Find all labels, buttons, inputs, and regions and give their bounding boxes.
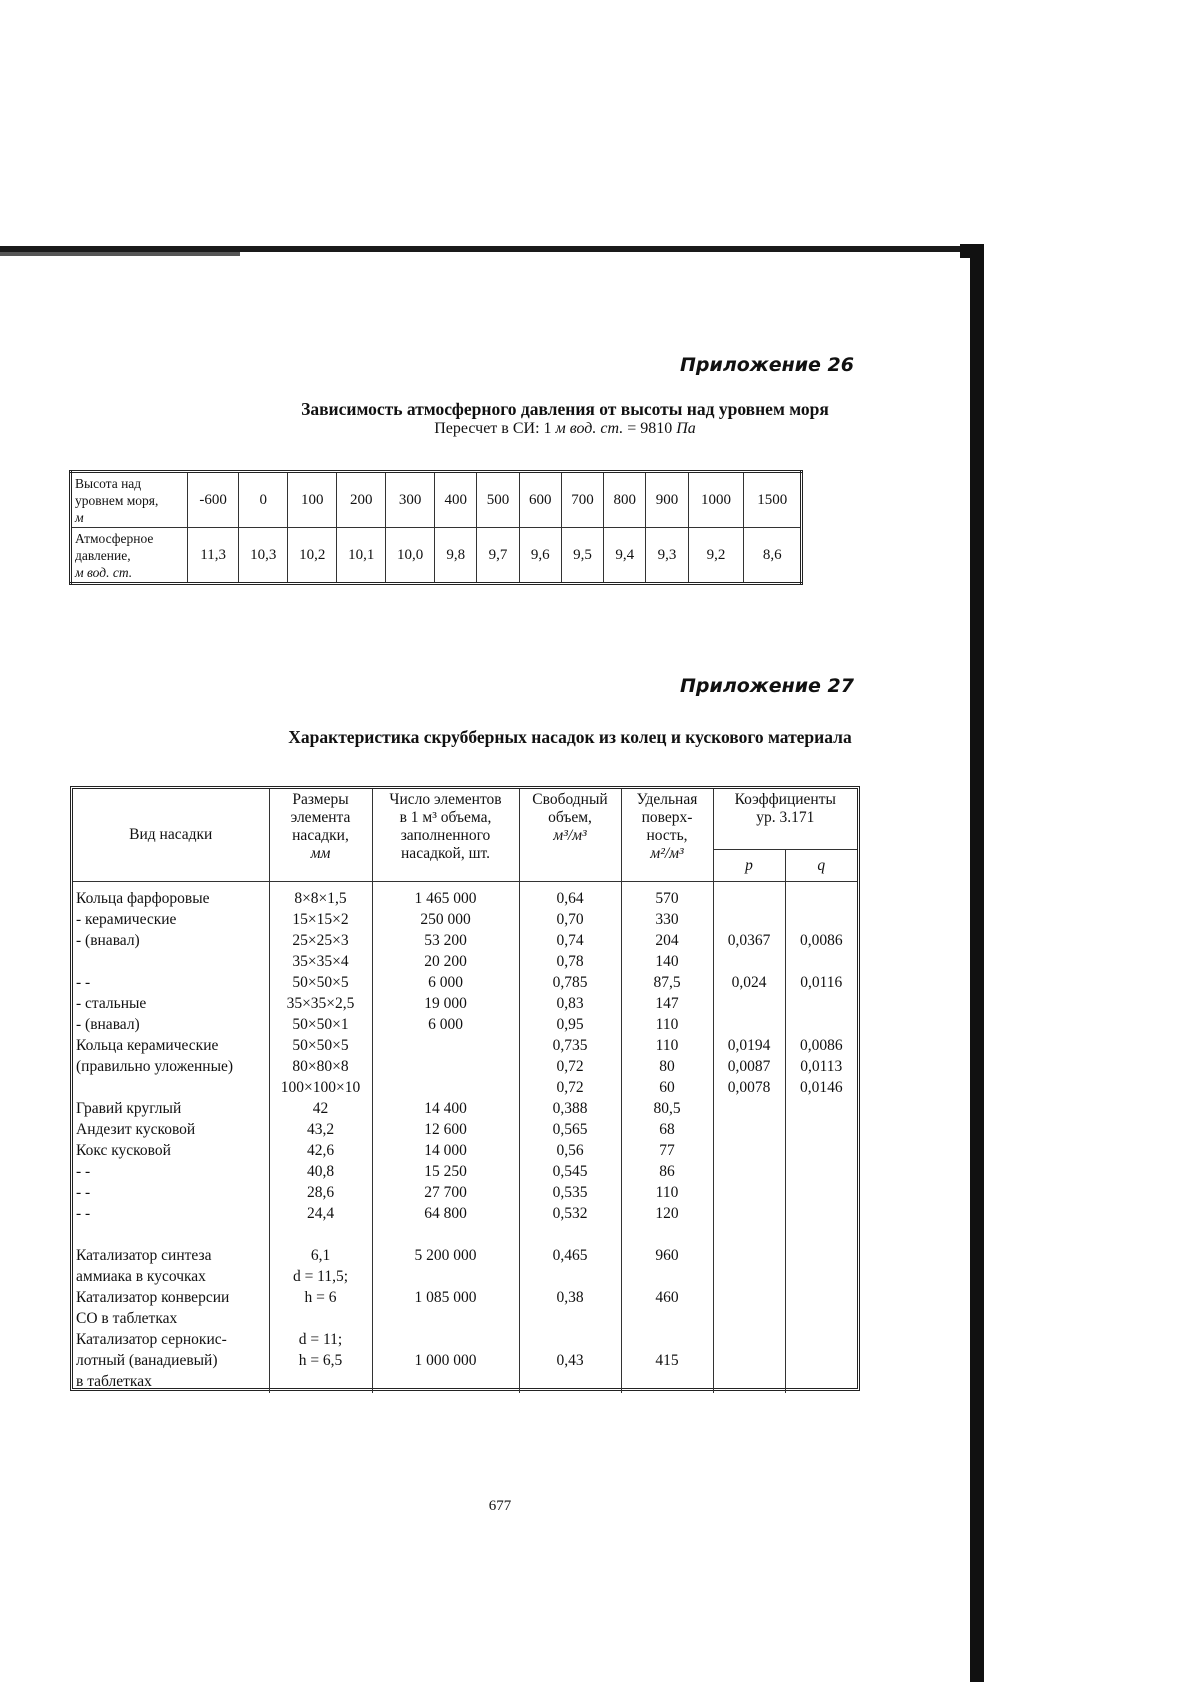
table-cell <box>787 909 857 930</box>
table-cell <box>787 1203 857 1224</box>
table-cell: 6 000 <box>428 1015 463 1033</box>
table-cell: 86 <box>659 1162 675 1180</box>
header-coefficients: Коэффициенты ур. 3.171 <box>713 789 857 849</box>
table-cell <box>787 1350 857 1371</box>
table-cell <box>787 1098 857 1119</box>
table-cell <box>787 993 857 1014</box>
table-cell: 6 000 <box>428 973 463 991</box>
table-cell: 50×50×5 <box>292 973 349 991</box>
packing-table <box>70 786 860 1391</box>
pressure-cell: 9,7 <box>477 528 519 584</box>
table-cell <box>374 1056 518 1077</box>
pressure-cell: 10,0 <box>386 528 435 584</box>
column-coef-q <box>785 881 857 1393</box>
table-cell: 6,1 <box>310 1246 331 1264</box>
table-cell: 77 <box>659 1141 675 1159</box>
header-p: p <box>713 849 785 881</box>
table-cell: 0,735 <box>552 1036 588 1054</box>
appendix-27-label: Приложение 27 <box>680 675 854 697</box>
altitude-cell: 900 <box>646 472 688 528</box>
table-cell: 50×50×1 <box>292 1015 349 1033</box>
table-cell: СО в таблетках <box>76 1309 178 1327</box>
table-cell: 460 <box>655 1288 679 1306</box>
table-cell <box>374 1329 518 1350</box>
table-cell: 0,72 <box>556 1078 584 1096</box>
table-cell: 120 <box>655 1204 679 1222</box>
table-cell <box>521 1371 620 1392</box>
table-cell <box>715 1308 784 1329</box>
table-cell: - - <box>76 1204 91 1222</box>
pressure-cell: 9,6 <box>519 528 561 584</box>
table-cell: 0,43 <box>556 1351 584 1369</box>
altitude-cell: 700 <box>561 472 603 528</box>
table-cell <box>787 1245 857 1266</box>
table-cell: 0,64 <box>556 889 584 907</box>
pressure-row-header: Атмосферное давление, м вод. ст. <box>71 528 188 584</box>
table-cell: 35×35×4 <box>292 952 349 970</box>
column-packing-type <box>73 881 269 1393</box>
table-cell: h = 6 <box>304 1288 337 1306</box>
table-cell: Катализатор синтеза <box>76 1246 212 1264</box>
table-cell <box>715 1119 784 1140</box>
column-element-count <box>372 881 519 1393</box>
table-cell: 0,532 <box>552 1204 588 1222</box>
column-specific-surface <box>621 881 713 1393</box>
table-cell: 0,388 <box>552 1099 588 1117</box>
altitude-row <box>71 472 802 528</box>
table-cell <box>271 1308 371 1329</box>
appendix-26-subtitle: Пересчет в СИ: 1 м вод. ст. = 9810 Па <box>434 420 696 437</box>
table-cell: - - <box>76 1183 91 1201</box>
table-cell: - стальные <box>76 994 147 1012</box>
table-cell: - - <box>76 1162 91 1180</box>
table-cell: 43,2 <box>306 1120 335 1138</box>
altitude-cell: -600 <box>188 472 239 528</box>
table-cell <box>787 1266 857 1287</box>
table-cell <box>715 909 784 930</box>
altitude-cell: 400 <box>435 472 477 528</box>
table-cell: 0,0113 <box>800 1057 843 1075</box>
table-cell: 1 000 000 <box>414 1351 477 1369</box>
table-cell <box>374 1266 518 1287</box>
table-cell <box>271 1371 371 1392</box>
altitude-cell: 200 <box>337 472 386 528</box>
pressure-cell: 10,3 <box>239 528 288 584</box>
table-cell: Андезит кусковой <box>76 1120 196 1138</box>
table-cell: 80×80×8 <box>292 1057 349 1075</box>
table-cell <box>715 1182 784 1203</box>
table-cell: 0,0087 <box>727 1057 771 1075</box>
table-cell: 24,4 <box>306 1204 335 1222</box>
table-cell <box>623 1308 712 1329</box>
pressure-cell: 9,3 <box>646 528 688 584</box>
table-cell: 0,465 <box>552 1246 588 1264</box>
table-cell: 140 <box>655 952 679 970</box>
table-cell <box>787 1119 857 1140</box>
table-cell: 0,95 <box>556 1015 584 1033</box>
table-cell <box>715 1266 784 1287</box>
table-cell: 87,5 <box>653 973 681 991</box>
column-element-size <box>269 881 372 1393</box>
table-cell: 0,74 <box>556 931 584 949</box>
header-free-volume: Свободный объем, м³/м³ <box>519 789 621 881</box>
altitude-cell: 500 <box>477 472 519 528</box>
altitude-cell: 0 <box>239 472 288 528</box>
table-cell: 0,78 <box>556 952 584 970</box>
appendix-27-title: Характеристика скрубберных насадок из колец и кускового материала <box>288 727 852 747</box>
table-cell: 53 200 <box>424 931 467 949</box>
table-cell <box>715 1350 784 1371</box>
table-cell: - (внавал) <box>76 1015 140 1033</box>
table-cell <box>715 993 784 1014</box>
table-cell <box>76 1077 268 1098</box>
table-cell: лотный (ванадиевый) <box>76 1351 218 1369</box>
table-cell: 0,0367 <box>727 931 771 949</box>
table-cell: 40,8 <box>306 1162 335 1180</box>
table-cell <box>715 888 784 909</box>
table-cell: 0,545 <box>552 1162 588 1180</box>
table-cell <box>715 1329 784 1350</box>
table-cell: Кольца керамические <box>76 1036 219 1054</box>
table-cell: аммиака в кусочках <box>76 1267 206 1285</box>
table-cell <box>715 1371 784 1392</box>
table-cell: d = 11; <box>298 1330 343 1348</box>
table-cell: 110 <box>655 1015 679 1033</box>
table-cell <box>715 1224 784 1245</box>
table-cell: Кокс кусковой <box>76 1141 171 1159</box>
page-number: 677 <box>488 1498 512 1514</box>
table-cell: 42,6 <box>306 1141 335 1159</box>
table-cell <box>374 1308 518 1329</box>
table-cell: 15 250 <box>424 1162 467 1180</box>
altitude-cell: 1000 <box>688 472 744 528</box>
table-cell: 8×8×1,5 <box>294 889 347 907</box>
table-cell <box>715 951 784 972</box>
table-cell: (правильно уложенные) <box>76 1057 234 1075</box>
header-size: Размеры элемента насадки, мм <box>269 789 372 881</box>
table-cell: 27 700 <box>424 1183 467 1201</box>
pressure-altitude-table <box>69 470 803 585</box>
table-cell: 0,56 <box>556 1141 584 1159</box>
table-cell: 15×15×2 <box>292 910 349 928</box>
table-cell: 1 465 000 <box>414 889 477 907</box>
altitude-cell: 1500 <box>744 472 802 528</box>
altitude-cell: 600 <box>519 472 561 528</box>
header-surface: Удельная поверх- ность, м²/м³ <box>621 789 713 881</box>
table-cell: 0,83 <box>556 994 584 1012</box>
header-type: Вид насадки <box>73 789 269 881</box>
header-q: q <box>785 849 857 881</box>
table-cell <box>374 1371 518 1392</box>
table-cell: 0,70 <box>556 910 584 928</box>
table-cell: 0,0146 <box>799 1078 843 1096</box>
table-cell: 1 085 000 <box>414 1288 477 1306</box>
table-cell <box>623 1371 712 1392</box>
table-cell: 14 000 <box>424 1141 467 1159</box>
table-cell <box>521 1224 620 1245</box>
table-cell: 570 <box>655 889 679 907</box>
table-cell: Катализатор конверсии <box>76 1288 230 1306</box>
table-cell <box>76 951 268 972</box>
table-cell: 0,785 <box>552 973 588 991</box>
table-cell <box>623 1266 712 1287</box>
table-cell: 960 <box>655 1246 679 1264</box>
table-cell <box>787 951 857 972</box>
altitude-cell: 800 <box>604 472 646 528</box>
table-cell <box>271 1224 371 1245</box>
table-cell <box>374 1035 518 1056</box>
table-cell <box>787 1371 857 1392</box>
table-cell: 28,6 <box>306 1183 335 1201</box>
table-cell: - керамические <box>76 910 177 928</box>
table-cell: Кольца фарфоровые <box>76 889 210 907</box>
table-cell: 147 <box>655 994 679 1012</box>
table-cell: Гравий круглый <box>76 1099 182 1117</box>
table-cell: 0,0086 <box>799 1036 843 1054</box>
table-cell: 64 800 <box>424 1204 467 1222</box>
table-cell: 0,0086 <box>799 931 843 949</box>
table-cell: 0,72 <box>556 1057 584 1075</box>
table-cell <box>787 1140 857 1161</box>
pressure-cell: 10,2 <box>288 528 337 584</box>
pressure-cell: 8,6 <box>744 528 802 584</box>
table-cell <box>374 1077 518 1098</box>
table-cell: 20 200 <box>424 952 467 970</box>
pressure-cell: 10,1 <box>337 528 386 584</box>
scan-edge-right <box>970 244 984 1682</box>
table-cell <box>623 1329 712 1350</box>
table-cell: 80 <box>659 1057 675 1075</box>
table-cell: - - <box>76 973 91 991</box>
table-cell <box>374 1224 518 1245</box>
scan-edge-top-shadow <box>0 252 240 256</box>
table-cell <box>76 1224 268 1245</box>
table-cell: 0,024 <box>731 973 767 991</box>
table-cell <box>715 1287 784 1308</box>
table-cell: в таблетках <box>76 1372 152 1390</box>
pressure-cell: 9,5 <box>561 528 603 584</box>
table-cell <box>787 1329 857 1350</box>
header-count: Число элементов в 1 м³ объема, заполненного насадкой, шт. <box>372 789 519 881</box>
pressure-cell: 11,3 <box>188 528 239 584</box>
pressure-row <box>71 528 802 584</box>
table-cell: 60 <box>659 1078 675 1096</box>
table-cell: 14 400 <box>424 1099 467 1117</box>
table-cell: 0,38 <box>556 1288 584 1306</box>
table-cell <box>521 1308 620 1329</box>
appendix-26-title: Зависимость атмосферного давления от высоты над уровнем моря <box>301 399 829 419</box>
pressure-cell: 9,2 <box>688 528 744 584</box>
table-cell: 330 <box>655 910 679 928</box>
pressure-cell: 9,4 <box>604 528 646 584</box>
altitude-cell: 300 <box>386 472 435 528</box>
altitude-row-header: Высота над уровнем моря, м <box>71 472 188 528</box>
table-cell <box>715 1161 784 1182</box>
table-cell <box>787 1161 857 1182</box>
table-cell: 50×50×5 <box>292 1036 349 1054</box>
table-cell: 42 <box>312 1099 329 1117</box>
table-cell: 0,0078 <box>727 1078 771 1096</box>
table-cell: 110 <box>655 1036 679 1054</box>
table-cell: 35×35×2,5 <box>286 994 355 1012</box>
table-cell <box>787 1287 857 1308</box>
table-cell: 0,535 <box>552 1183 588 1201</box>
altitude-cell: 100 <box>288 472 337 528</box>
table-cell: 110 <box>655 1183 679 1201</box>
table-cell: 0,0194 <box>727 1036 771 1054</box>
table-cell <box>787 1014 857 1035</box>
table-cell: 0,565 <box>552 1120 588 1138</box>
table-cell: 80,5 <box>653 1099 681 1117</box>
pressure-cell: 9,8 <box>435 528 477 584</box>
table-cell <box>521 1329 620 1350</box>
table-cell: 0,0116 <box>800 973 843 991</box>
table-cell <box>715 1140 784 1161</box>
table-cell <box>787 888 857 909</box>
table-cell: d = 11,5; <box>292 1267 349 1285</box>
table-cell: h = 6,5 <box>298 1351 343 1369</box>
table-cell <box>715 1014 784 1035</box>
table-cell: 68 <box>659 1120 675 1138</box>
appendix-26-label: Приложение 26 <box>680 354 854 376</box>
column-free-volume <box>519 881 621 1393</box>
table-cell <box>521 1266 620 1287</box>
table-cell: 204 <box>655 931 679 949</box>
table-cell: Катализатор сернокис- <box>76 1330 227 1348</box>
table-cell <box>787 1308 857 1329</box>
table-cell <box>715 1245 784 1266</box>
table-cell: 25×25×3 <box>292 931 349 949</box>
table-cell <box>787 1182 857 1203</box>
table-cell: 12 600 <box>424 1120 467 1138</box>
table-cell <box>787 1224 857 1245</box>
table-cell: 100×100×10 <box>280 1078 361 1096</box>
table-cell: 19 000 <box>424 994 467 1012</box>
table-cell: 415 <box>655 1351 679 1369</box>
table-cell <box>715 1203 784 1224</box>
table-cell: - (внавал) <box>76 931 140 949</box>
table-cell <box>715 1098 784 1119</box>
packing-table-grid <box>73 789 857 1393</box>
table-cell: 5 200 000 <box>414 1246 477 1264</box>
table-cell: 250 000 <box>420 910 471 928</box>
table-cell <box>623 1224 712 1245</box>
column-coef-p <box>713 881 785 1393</box>
